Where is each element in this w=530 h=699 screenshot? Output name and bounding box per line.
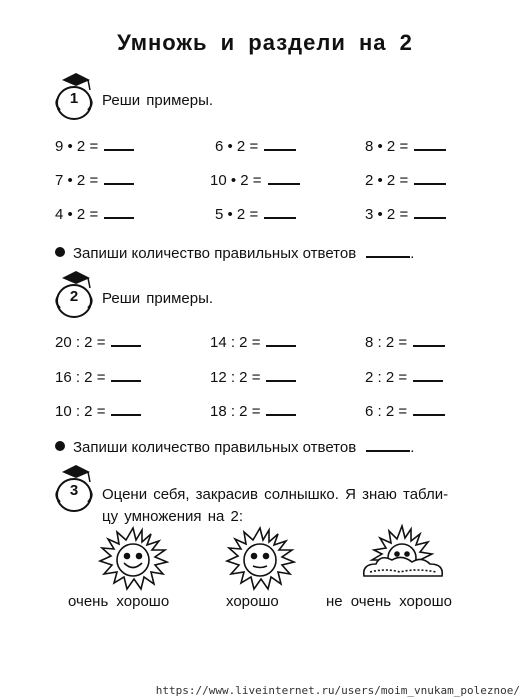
answer-blank[interactable] [264, 203, 296, 219]
exercise: 8 : 2 = [365, 331, 445, 351]
sun-cloud-icon[interactable] [356, 524, 448, 595]
count-blank[interactable] [366, 242, 410, 258]
exercise: 8 • 2 = [365, 135, 446, 155]
task-3-number: 3 [69, 482, 79, 499]
exercise: 3 • 2 = [365, 203, 446, 223]
task-1-note: Запиши количество правильных ответов . [55, 242, 414, 262]
exercise: 7 • 2 = [55, 169, 134, 189]
sun-neutral-icon[interactable] [224, 526, 296, 597]
exercise: 4 • 2 = [55, 203, 134, 223]
instruction-line: цу умножения на 2: [102, 508, 243, 525]
source-url[interactable]: https://www.liveinternet.ru/users/moim_vnukam_poleznoe/ [155, 684, 520, 697]
exercise: 10 : 2 = [55, 400, 141, 420]
answer-blank[interactable] [264, 135, 296, 151]
answer-blank[interactable] [414, 169, 446, 185]
task-2-note: Запиши количество правильных ответов . [55, 436, 414, 456]
sun-happy-icon[interactable] [97, 526, 169, 597]
answer-blank[interactable] [104, 203, 134, 219]
bullet-icon [55, 441, 65, 451]
exercise: 18 : 2 = [210, 400, 296, 420]
exercise: 20 : 2 = [55, 331, 141, 351]
answer-blank[interactable] [414, 203, 446, 219]
sun-label: не очень хорошо [326, 593, 452, 610]
exercise: 6 : 2 = [365, 400, 445, 420]
exercise: 5 • 2 = [215, 203, 296, 223]
exercise: 9 • 2 = [55, 135, 134, 155]
exercise: 10 • 2 = [210, 169, 300, 189]
answer-blank[interactable] [266, 400, 296, 416]
exercise: 2 • 2 = [365, 169, 446, 189]
task-3-instruction [102, 484, 492, 528]
sun-label: очень хорошо [68, 593, 170, 610]
exercise: 14 : 2 = [210, 331, 296, 351]
task-2-owl-icon [52, 266, 96, 320]
task-2-instruction: Реши примеры. [102, 290, 214, 307]
answer-blank[interactable] [111, 331, 141, 347]
answer-blank[interactable] [111, 400, 141, 416]
bullet-icon [55, 247, 65, 257]
answer-blank[interactable] [413, 331, 445, 347]
answer-blank[interactable] [104, 135, 134, 151]
instruction-line: Оцени себя, закрасив солнышко. Я знаю табли- [102, 486, 449, 503]
task-3-owl-icon [52, 460, 96, 514]
task-1-instruction: Реши примеры. [102, 92, 214, 109]
exercise: 12 : 2 = [210, 366, 296, 386]
count-blank[interactable] [366, 436, 410, 452]
answer-blank[interactable] [268, 169, 300, 185]
exercise: 2 : 2 = [365, 366, 443, 386]
sun-label: хорошо [226, 593, 279, 610]
exercise: 6 • 2 = [215, 135, 296, 155]
answer-blank[interactable] [111, 366, 141, 382]
task-1-number: 1 [69, 90, 79, 107]
answer-blank[interactable] [104, 169, 134, 185]
page-title: Умножь и раздели на 2 [117, 30, 413, 55]
answer-blank[interactable] [414, 135, 446, 151]
answer-blank[interactable] [266, 366, 296, 382]
task-1-owl-icon [52, 68, 96, 122]
exercise: 16 : 2 = [55, 366, 141, 386]
answer-blank[interactable] [413, 400, 445, 416]
task-2-number: 2 [69, 288, 79, 305]
answer-blank[interactable] [266, 331, 296, 347]
answer-blank[interactable] [413, 366, 443, 382]
